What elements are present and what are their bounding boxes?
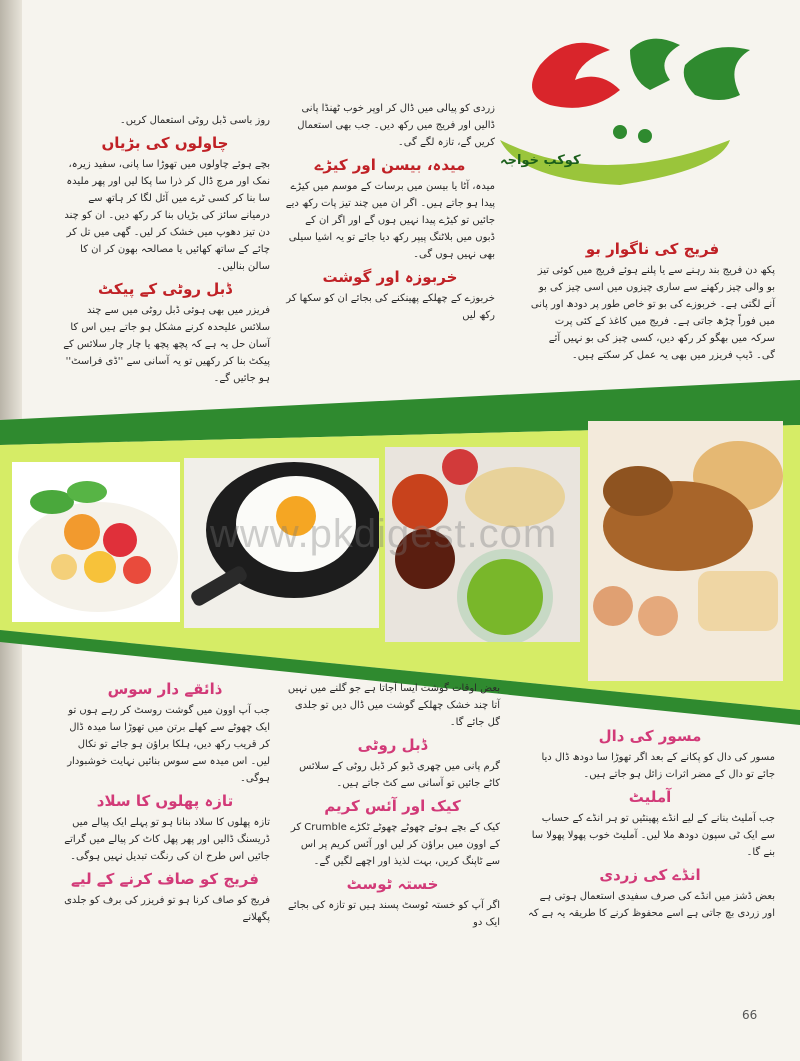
- heading-tasty-sauce: ذائقے دار سوس: [107, 680, 223, 698]
- heading-fruit-salad: تازہ پھلوں کا سلاد: [96, 792, 234, 810]
- heading-crisp-toast: خستہ ٹوسٹ: [346, 875, 439, 893]
- text-bread-continued: روز باسی ڈبل روٹی استعمال کریں۔: [119, 115, 270, 126]
- text-bread: گرم پانی میں چھری ڈبو کر ڈبل روٹی کے سلائس کاٹے جائیں تو آسانی سے کٹ جاتے ہیں۔: [299, 761, 500, 789]
- text-cake-icecream: کیک کے بچے ہوئے چھوٹے چھوٹے ٹکڑے Crumble کر کے اوون میں براؤن کر لیں اور آئس کریم پر اس سے ٹاپنگ کریں، بہت لذیذ اور اچھے لگیں گے۔: [290, 822, 500, 867]
- text-yolk-continued: زردی کو پیالی میں ڈال کر اوپر خوب ٹھنڈا پانی ڈالیں اور فریج میں رکھ دیں۔ جب بھی استعمال کریں گے، تازہ لگے گی۔: [297, 103, 495, 148]
- text-tasty-sauce: جب آپ اوون میں گوشت روسٹ کر رہے ہوں تو ایک چھوٹے سے کھلے برتن میں تھوڑا سا میدہ ڈال کر قریب رکھ دیں، ہلکا براؤن ہو جائے تو نکال لیں۔ اس میدہ سے سوس بنائیں نہایت خوشبودار ہوگی۔: [67, 705, 270, 784]
- watermark: www.pkdigest.com: [210, 512, 558, 556]
- byline: کوکب خواجہ: [500, 153, 581, 168]
- photo-fruit-salad: [12, 462, 180, 622]
- heading-egg-yolk: انڈے کی زردی: [599, 866, 701, 884]
- text-fridge-smell: پکھ دن فریج بند رہنے سے یا پلنے ہوئے فریج میں کوئی تیز بو والی چیز رکھنے سے ساری چیزوں میں اسی چیز کی بو آنے لگتی ہے۔ خربوزے کی بو تو خاص طور پر دودھ اور پانی میں فوراً چڑھ جاتی ہے۔ فریج میں کاغذ کے کئی پرت سرکہ میں بھگو کر رکھ دیں، کسی چیز کی بو نہیں آئے گی۔ ڈیپ فریزر میں بھی یہ عمل کر سکتے ہیں۔: [530, 265, 775, 361]
- text-egg-yolk: بعض ڈشز میں انڈے کی صرف سفیدی استعمال ہوتی ہے اور زردی بچ جاتی ہے اسے محفوظ کرنے کا طریقہ یہ ہے کہ: [527, 891, 775, 919]
- column-bottom-left: [60, 675, 270, 926]
- logo-green-stroke-2: [684, 47, 750, 100]
- heading-cake-icecream: کیک اور آئس کریم: [324, 797, 461, 815]
- text-crisp-toast: اگر آپ کو خستہ ٹوسٹ پسند ہیں تو تازہ کی بجائے ایک دو: [287, 900, 500, 928]
- text-lentils: مسور کی دال کو پکانے کے بعد اگر تھوڑا سا دودھ ڈال دیا جائے تو دال کے مضر اثرات زائل ہو جاتے ہیں۔: [541, 752, 775, 780]
- text-flour-insects: میدہ، آٹا یا بیسن میں برسات کے موسم میں کیڑے پیدا ہو جاتے ہیں۔ اگر ان میں چند تیز پات رکھ دیے جائیں تو کیڑے پیدا نہیں ہوں گے اور اگر ان کے ڈبوں میں بلاٹنگ پیپر رکھ دیا جائے تو یہ اشیا سیلی بھی نہیں ہوں گی۔: [285, 181, 495, 260]
- column-bottom-middle: [285, 680, 500, 931]
- column-top-right: [530, 235, 775, 364]
- text-rice-badiyan: بچے ہوئے چاولوں میں تھوڑا سا پانی، سفید زیرہ، نمک اور مرچ ڈال کر ذرا سا پکا لیں اور پھر ملیدہ سا بنا کر کسی ٹرے میں آئل لگا کر ہاتھ سے درمیانے سائز کی بڑیاں بنا کر رکھ دیں۔ ان کو چند دن تیز دھوپ میں خشک کر لیں۔ گھی میں تل کر چائے کے ساتھ کھائیں یا مصالحہ بھون کر ان کا سالن بنالیں۔: [64, 159, 270, 272]
- text-omelette: جب آملیٹ بنانے کے لیے انڈے پھینٹیں تو ہر انڈے کے حساب سے ایک ٹی سپون دودھ ملا لیں۔ آملیٹ خوب پھولا پھولا سا بنے گا۔: [531, 813, 775, 858]
- heading-fridge-smell: فریج کی ناگوار بو: [585, 240, 720, 258]
- column-top-left: [60, 112, 270, 387]
- page-number: 66: [742, 1008, 758, 1022]
- text-bread-packets: فریزر میں بھی ہوئی ڈبل روٹی میں سے چند سلائس علیحدہ کرنے مشکل ہو جاتے ہیں اس کا آسان حل یہ ہے کہ پچھ پچھ یا چار چار سلائس کے پیکٹ بنا کر رکھیں تو یہ آسانی سے ''ڈی فراسٹ'' ہو جائیں گے۔: [63, 305, 270, 384]
- text-melon-meat: خربوزے کے چھلکے پھینکنے کی بجائے ان کو سکھا کر رکھ لیں: [286, 293, 495, 321]
- text-clean-fridge: فریج کو صاف کرنا ہو تو فریزر کی برف کو جلدی پگھلانے: [64, 895, 270, 923]
- logo-dot-2: [638, 129, 652, 143]
- column-bottom-right: [525, 722, 775, 922]
- logo-green-stroke: [630, 39, 680, 90]
- text-meat-tenderize: بعض اوقات گوشت ایسا آجاتا ہے جو گلنے میں نہیں آتا چند خشک چھلکے گوشت میں ڈال دیں تو جلدی گل جائے گا۔: [287, 683, 500, 728]
- heading-flour-insects: میدہ، بیسن اور کیڑے: [314, 156, 466, 174]
- heading-omelette: آملیٹ: [628, 788, 672, 806]
- heading-bread-packets: ڈبل روٹی کے پیکٹ: [97, 280, 232, 298]
- heading-rice-badiyan: چاولوں کی بڑیاں: [101, 134, 229, 152]
- text-fruit-salad: تازہ پھلوں کا سلاد بنانا ہو تو پہلے ایک پیالے میں ڈریسنگ ڈالیں اور پھر پھل کاٹ کر پیالے میں گراتے جائیں اس طرح ان کی رنگت تبدیل نہیں ہوگی۔: [64, 817, 270, 862]
- heading-melon-meat: خربوزہ اور گوشت: [322, 268, 458, 286]
- logo-dot: [613, 125, 627, 139]
- column-top-middle: [285, 100, 495, 324]
- photo-breads: [588, 421, 783, 681]
- title-logo: [480, 20, 780, 200]
- heading-lentils: مسور کی دال: [598, 727, 702, 745]
- heading-bread: ڈبل روٹی: [357, 736, 428, 754]
- logo-red-stroke: [532, 43, 620, 108]
- heading-clean-fridge: فریج کو صاف کرنے کے لیے: [71, 870, 259, 888]
